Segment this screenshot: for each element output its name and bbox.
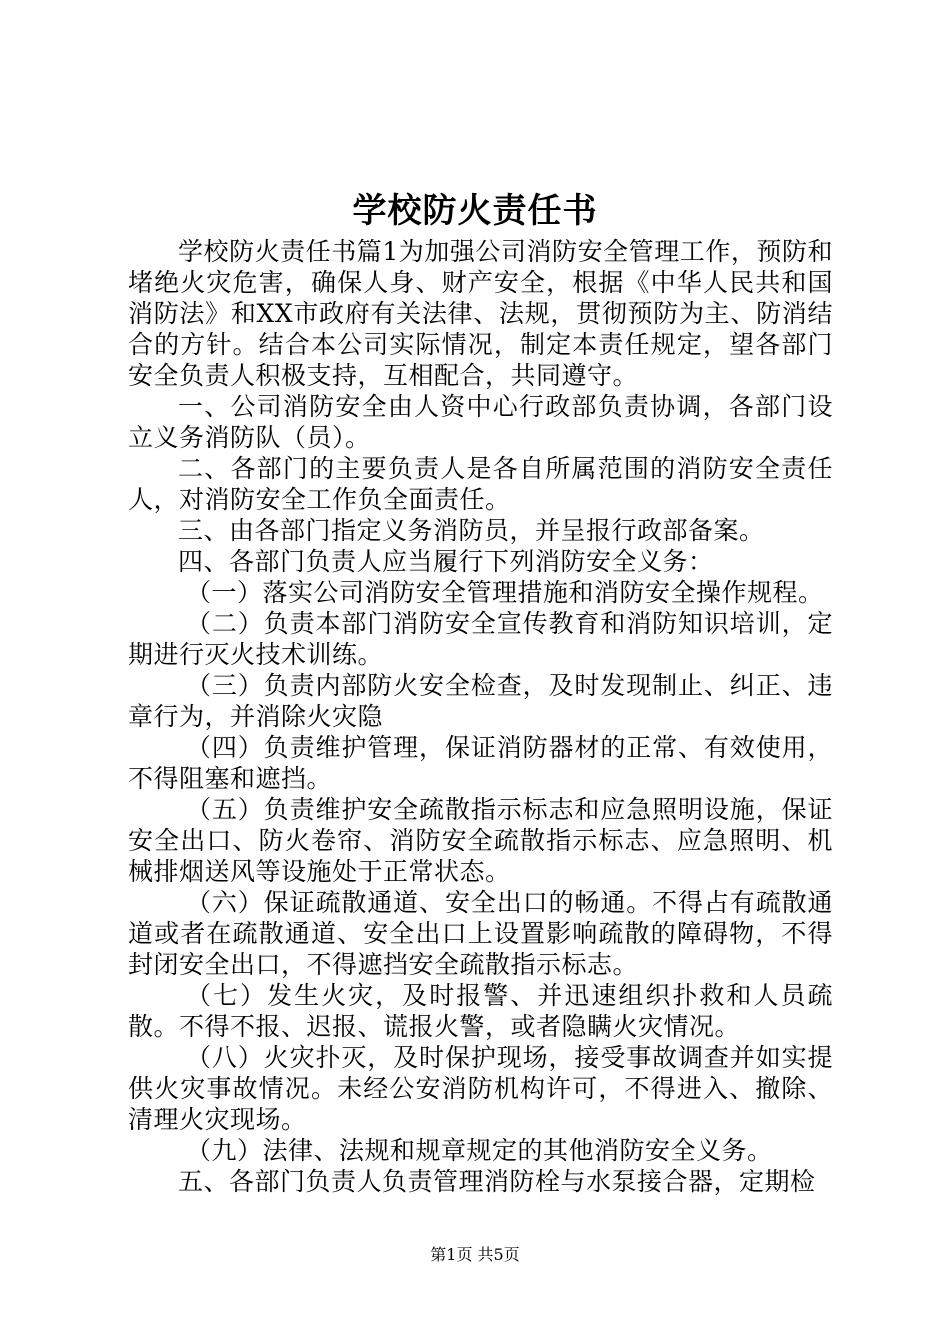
paragraph-subitem-5: （五）负责维护安全疏散指示标志和应急照明设施，保证安全出口、防火卷帘、消防安全疏散指示标志、应急照明、机械排烟送风等设施处于正常状态。	[128, 795, 833, 886]
paragraph-item-5: 五、各部门负责人负责管理消防栓与水泵接合器，定期检	[178, 1167, 816, 1196]
paragraph-subitem-4: （四）负责维护管理，保证消防器材的正常、有效使用，不得阻塞和遮挡。	[128, 733, 833, 793]
paragraph-subitem-6: （六）保证疏散通道、安全出口的畅通。不得占有疏散通道或者在疏散通道、安全出口上设置影响疏散的障碍物，不得封闭安全出口，不得遮挡安全疏散指示标志。	[128, 888, 833, 979]
paragraph-item-4: 四、各部门负责人应当履行下列消防安全义务：	[178, 547, 714, 576]
paragraph-item-2: 二、各部门的主要负责人是各自所属范围的消防安全责任人，对消防安全工作负全面责任。	[128, 454, 833, 514]
paragraph-subitem-2: （二）负责本部门消防安全宣传教育和消防知识培训，定期进行灭火技术训练。	[128, 609, 833, 669]
document-title: 学校防火责任书	[352, 191, 598, 231]
paragraph-item-3: 三、由各部门指定义务消防员，并呈报行政部备案。	[178, 516, 765, 545]
paragraph-subitem-1: （一）落实公司消防安全管理措施和消防安全操作规程。	[186, 578, 824, 607]
paragraph-intro: 学校防火责任书篇1为加强公司消防安全管理工作，预防和堵绝火灾危害，确保人身、财产安全，根据《中华人民共和国消防法》和XX市政府有关法律、法规，贯彻预防为主、防消结合的方针。结合本公司实际情况，制定本责任规定，望各部门安全负责人积极支持，互相配合，共同遵守。	[128, 237, 833, 390]
paragraph-item-1: 一、公司消防安全由人资中心行政部负责协调，各部门设立义务消防队（员）。	[128, 392, 833, 452]
paragraph-subitem-9: （九）法律、法规和规章规定的其他消防安全义务。	[186, 1136, 773, 1165]
document-body	[128, 236, 833, 1197]
page-number-footer: 第1页 共5页	[430, 1245, 520, 1264]
paragraph-subitem-3: （三）负责内部防火安全检查，及时发现制止、纠正、违章行为，并消除火灾隐	[128, 671, 833, 731]
paragraph-subitem-8: （八）火灾扑灭，及时保护现场，接受事故调查并如实提供火灾事故情况。未经公安消防机构许可，不得进入、撤除、清理火灾现场。	[128, 1043, 833, 1134]
paragraph-subitem-7: （七）发生火灾，及时报警、并迅速组织扑救和人员疏散。不得不报、迟报、谎报火警，或者隐瞒火灾情况。	[128, 981, 833, 1041]
